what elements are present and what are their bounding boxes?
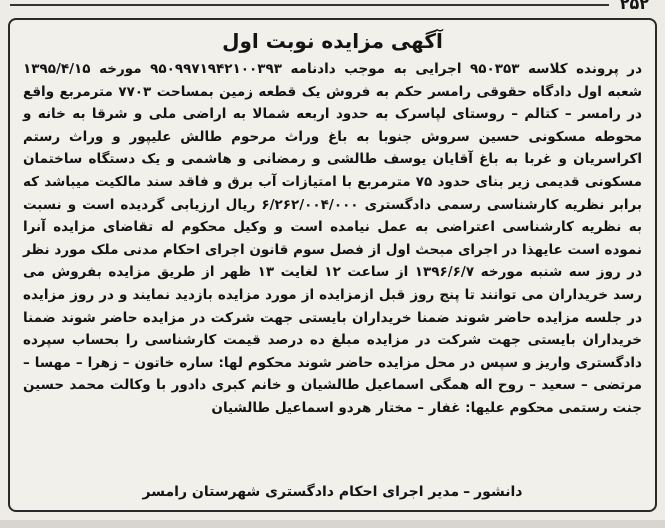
- bottom-margin: [0, 520, 665, 528]
- page-number: ۲۵۲: [619, 0, 649, 13]
- signature-title: مدیر اجرای احکام دادگستری شهرستان رامسر: [142, 484, 460, 500]
- notice-title: آگهی مزایده نوبت اول: [222, 29, 443, 53]
- notice-body-text: در پرونده کلاسه ۹۵۰۳۵۳ اجرایی به موجب دادنامه ۹۵۰۹۹۷۱۹۴۲۱۰۰۳۹۳ مورخه ۱۳۹۵/۴/۱۵ شعبه اول دادگاه حقوقی رامسر حکم به فروش یک قطعه زمین بمساحت ۷۷۰۳ مترمربع واقع در رامسر – کتالم – روستای لپاسرک به حدود اربعه شمالا به اراضی ملی و شرقا به خانه و محوطه مسکونی حسین سروش جنوبا به باغ وراث مرحوم طالش علیپور و وراث رستم اکراسریان و غربا به باغ آقایان یوسف طالشی و رمضانی و هاشمی و یک دستگاه ساختمان مسکونی قدیمی زیر بنای حدود ۷۵ مترمربع با امتیازات آب برق و فاقد سند مالکیت میباشد که برابر نظریه کارشناسی رسمی دادگستری ۶/۲۶۲/۰۰۴/۰۰۰ ریال ارزیابی گردیده است و نسبت به نظریه کارشناسی اعتراضی به عمل نیامده است و وکیل محکوم له تقاضای مزایده آنرا نموده است عایهذا در اجرای مبحث اول از فصل سوم قانون اجرای احکام مدنی ملک مورد نظر در روز سه شنبه مورخه ۱۳۹۶/۶/۷ از ساعت ۱۲ لغایت ۱۳ ظهر از طریق مزایده بفروش می رسد خریداران می توانند تا پنج روز قبل ازمزایده از مورد مزایده بازدید نمایند و در روز مزایده در جلسه مزایده حاضر شوند ضمنا خریداران بایستی جهت شرکت در مزایده حاضر شوند ضمنا خریداران بایستی جهت شرکت در مزایده مبلغ ده درصد قیمت کارشناسی را بحساب سپرده دادگستری واریز و سپس در محل مزایده حاضر شوند محکوم لها: ساره خاتون – زهرا – مهسا – مرتضی – سعید – روح اله همگی اسماعیل طالشیان و خانم کبری دادور با وکالت محمد حسین جنت رستمی محکوم علیها: غفار – مختار هردو اسماعیل طالشیان: [23, 61, 643, 416]
- auction-notice-box: [8, 18, 657, 512]
- top-divider: [10, 4, 609, 6]
- signature-dash: –: [463, 484, 471, 500]
- signature-name: دانشور: [474, 484, 523, 500]
- notice-signature: [28, 482, 637, 502]
